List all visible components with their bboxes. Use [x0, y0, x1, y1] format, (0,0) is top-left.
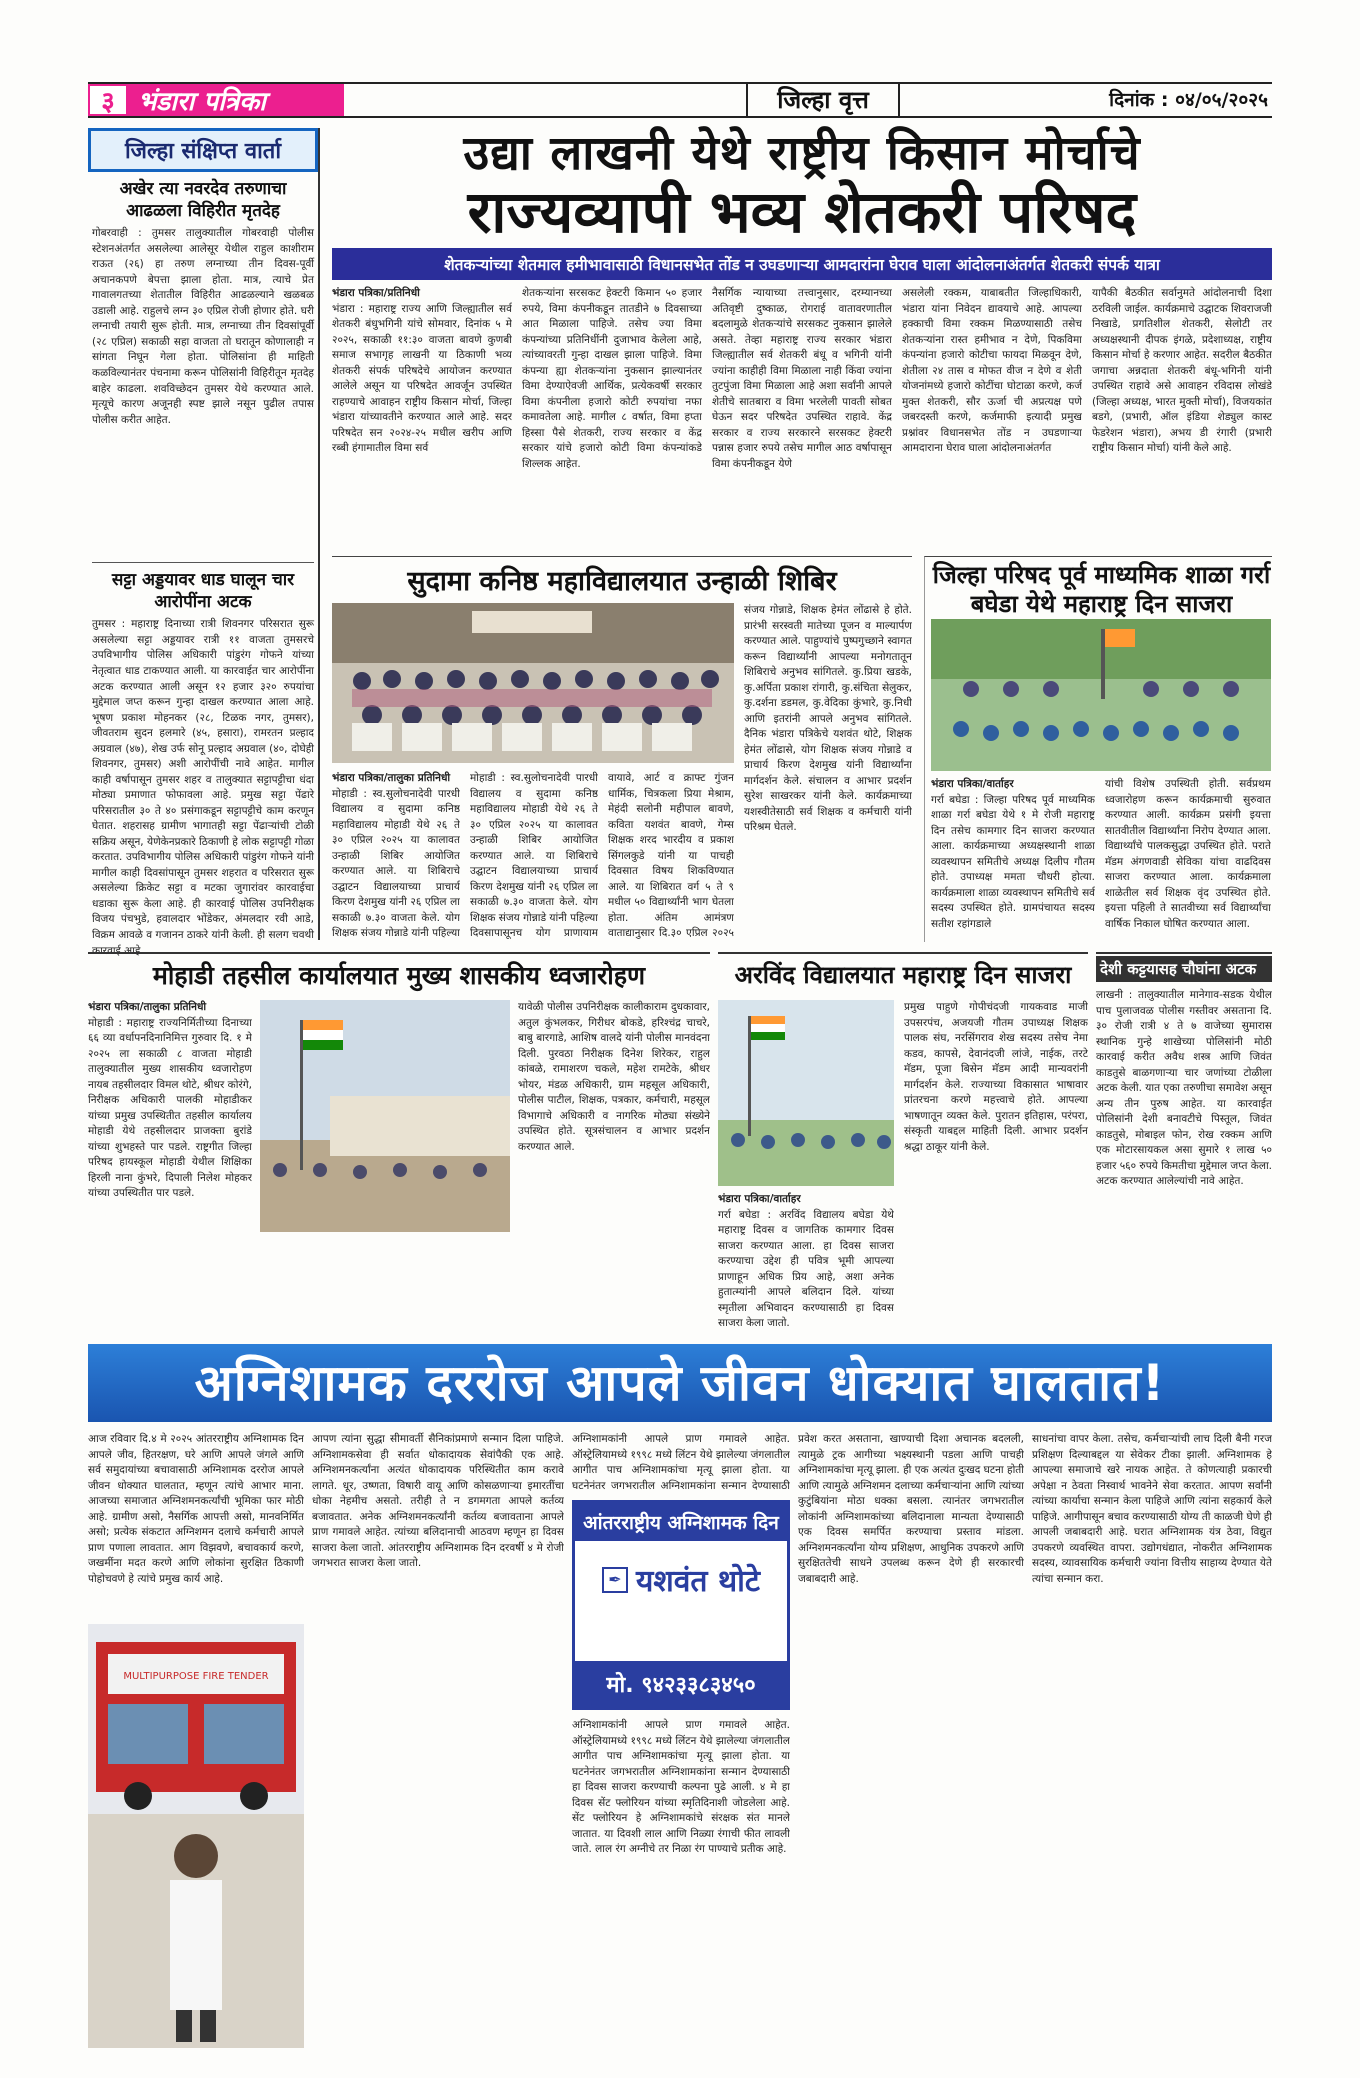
mohadi-headline: मोहाडी तहसील कार्यालयात मुख्य शासकीय ध्वजारोहण — [152, 961, 646, 990]
masthead — [88, 82, 1272, 118]
arvind-headline: अरविंद विद्यालयात महाराष्ट्र दिन साजरा — [734, 961, 1072, 989]
sudama-group-photo — [332, 603, 734, 763]
sudama-headline: सुदामा कनिष्ठ महाविद्यालयात उन्हाळी शिबिर — [407, 566, 837, 597]
arvind-col-2: प्रमुख पाहुणे गोपीचंदजी गायकवाड माजी उपसरपंच, अजयजी गौतम उपाध्यक्ष शिक्षक पालक संघ, नरसिंगराव शेख सदस्य तसेच नेमा कडव, कापसे, देवानंदजी लांजे, नाईक, तरटे मॅडम, पूजा बिसेन मॅडम आदी मान्यवरांनी मार्गदर्शन केले. राज्याच्या विकासात भाषावार प्रांतरचना करणे महत्त्वाचे होते. आपल्या भाषणातून व्यक्त केले. पुरातन इतिहास, परंपरा, संस्कृती याबद्दल माहिती दिली. आभार प्रदर्शन श्रद्धा ठाकूर यांनी केले. — [904, 1001, 1088, 1153]
zp-col-2: यांची विशेष उपस्थिती होती. सर्वप्रथम ध्वजारोहण करून कार्यक्रमाची सुरुवात करण्यात आली. कार्यक्रम प्रसंगी इयत्ता सातवीतील विद्यार्थ्यांना निरोप देण्यात आला. विद्यार्थ्यांचे पालकसुद्धा उपस्थित होते. पराते मॅडम अंगणवाडी सेविका यांचा वाढदिवस साजरा करण्यात आला. कार्यक्रमाला शाळेतील सर्व शिक्षक वृंद उपस्थित होते. इयत्ता पहिली ते सातवीच्या सर्व विद्यार्थ्यांचा वार्षिक निकाल घोषित करण्यात आला. — [1105, 778, 1271, 930]
page-number: ३ — [88, 84, 128, 116]
zp-col-1 — [931, 777, 1095, 941]
lead-byline: भंडारा पत्रिका/प्रतिनिधी — [332, 287, 420, 299]
story1-headline: अखेर त्या नवरदेव तरुणाचा आढळला विहिरीत मृतदेह — [119, 179, 287, 222]
deshi-headline: देशी कट्टयासह चौघांना अटक — [1096, 956, 1272, 982]
pen-icon: ✒ — [602, 1567, 628, 1593]
arvind-byline: भंडारा पत्रिका/वार्ताहर — [718, 1193, 801, 1205]
lead-story-header — [332, 128, 1272, 280]
mohadi-col1-text: मोहाडी : महाराष्ट्र राज्यनिर्मितीच्या दिनाच्या ६६ व्या वर्धापनदिनानिमित्त गुरुवार दि. १ मे २०२५ ला सकाळी ८ वाजता मोहाडी तालुक्यातील मुख्य शासकीय ध्वजारोहण नायब तहसीलदार विमल थोटे, श्रीधर कोरंगे, निरीक्षक अधिकारी पालकी मोहाडीकर यांच्या प्रमुख उपस्थितीत तहसील कार्यालय मोहाडी येथे तहसीलदार प्राजक्ता बुरांडे यांच्या शुभहस्ते पार पडले. राष्ट्रगीत जिल्हा परिषद हायस्कूल मोहाडी येथील शिक्षिका हिरली नाना कुंभरे, दिपाली निलेश मोहकर यांच्या उपस्थितीत पार पडले. — [88, 1016, 252, 1200]
sudama-col-3: वायावे, आर्ट व क्राफ्ट गुंजन धार्मिक, चित्रकला प्रिया मेश्राम, मेहंदी सलोनी महीपाल बावणे, कविता यशवंत बावणे, गेम्स शिक्षक शरद भारदीय व प्रकाश सिंगलकुडे यांनी या पाचही दिवसात विषय शिकविण्यात आले. या शिबिरात वर्ग ५ ते ९ मधील ५० विद्यार्थ्यांनी भाग घेतला होता. अंतिम आमंत्रण वाताद्यानुसार दि.३० एप्रिल २०२५ — [608, 772, 734, 940]
sudama-byline: भंडारा पत्रिका/तालुका प्रतिनिधी — [332, 772, 451, 784]
fire-day-banner: अग्निशामक दररोज आपले जीवन धोक्यात घालतात! — [88, 1344, 1272, 1422]
arvind-col-1 — [718, 1192, 894, 1338]
sudama-col-2: मोहाडी : स्व.सुलोचनादेवी पारधी विद्यालय व सुदामा कनिष्ठ महाविद्यालय मोहाडी येथे २६ ते ३० एप्रिल २०२५ या कालावत उन्हाळी शिबिर आयोजित करण्यात आले. या शिबिराचे उद्घाटन विद्यालयाच्या प्राचार्य किरण देशमुख यांनी २६ एप्रिल ला सकाळी ७.३० वाजता केले. योग शिक्षक संजय गोन्नाडे यांनी पहिल्या दिवसापासूनच योग प्राणायाम — [470, 772, 598, 940]
lead-headline-line1: उद्या लाखनी येथे राष्ट्रीय किसान मोर्चाचे — [463, 126, 1141, 181]
fire-col-2: आपण त्यांना सुद्धा सीमावर्ती सैनिकांप्रमाणे सन्मान दिला पाहिजे. अग्निशामकसेवा ही सर्वात धोकादायक सेवांपैकी एक आहे. अग्निशमनकर्त्यांना अत्यंत धोकादायक परिस्थितीत काम करावे लागते. धूर, उष्णता, विषारी वायू आणि कोसळणाऱ्या इमारतींचा धोका नेहमीच असतो. तरीही ते न डगमगता आपले कर्तव्य बजावतात. अनेक अग्निशमनकर्त्यांनी कर्तव्य बजावताना आपले प्राण गमावले आहेत. त्यांच्या बलिदानाची आठवण म्हणून हा दिवस साजरा केला जातो. आंतरराष्ट्रीय अग्निशामक दिन दरवर्षी ४ मे रोजी जगभरात साजरा केला जातो. — [312, 1433, 564, 1570]
fire-card-author: यशवंत थोटे — [635, 1564, 761, 1599]
lead-col-2: शेतकऱ्यांना सरसकट हेक्टरी किमान ५० हजार रुपये, विमा कंपनीकडून तातडीने ७ दिवसाच्या आत मिळाला पाहिजे. तसेच ज्या विमा कंपन्यांच्या प्रतिनिधींनी दुजाभाव केलेला आहे, त्यांच्यावरती गुन्हा दाखल झाला पाहिजे. विमा कंपन्या ह्या शेतकऱ्यांना नुकसान झाल्यानंतर विमा देण्याऐवजी आर्थिक, प्रत्येकवर्षी सरकार विमा कंपनीला हजारो कोटी रुपयांचा नफा कमावतेला आहे. मागील ८ वर्षात, विमा हप्ता हिस्सा पैसे शेतकरी, राज्य सरकार व केंद्र सरकार यांचे हजारो कोटी विमा कंपन्यांकडे शिल्लक आहेत. — [522, 287, 702, 470]
lead-col-5: यापैकी बैठकीत सर्वानुमते आंदोलनाची दिशा ठरविली जाईल. कार्यक्रमाचे उद्घाटक शिवराजजी निखाडे, प्रगतिशील शेतकरी, सेलोटी तर अध्यक्षस्थानी दीपक इंगळे, प्रदेशाध्यक्ष, राष्ट्रीय किसान मोर्चा हे करणार आहेत. सदरील बैठकीत जगाचा अन्नदाता शेतकरी बंधू-भगिनी यांनी उपस्थित राहावे असे आवाहन रविदास लोखंडे (जिल्हा अध्यक्ष, भारत मुक्ती मोर्चा), विजयकांत बडगे, (प्रभारी, ऑल इंडिया शेड्युल कास्ट फेडरेशन भंडारा), अभय डी रंगारी (प्रभारी राष्ट्रीय किसान मोर्चा) यांनी केले आहे. — [1092, 287, 1272, 455]
lead-subheadline-strip: शेतकऱ्यांच्या शेतमाल हमीभावासाठी विधानसभेत तोंड न उघडणाऱ्या आमदारांना घेराव घाला आंदोलनाअंतर्गत शेतकरी संपर्क यात्रा — [332, 248, 1272, 280]
lead-col-4: असलेली रक्कम, याबाबतीत जिल्हाधिकारी, भंडारा यांना निवेदन द्यावयाचे आहे. आपल्या हक्काची विमा रक्कम मिळण्यासाठी तसेच शेतकऱ्यांना रास्त हमीभाव न देणे, पिकविमा कंपन्यांना हजारो कोटीचा फायदा मिळवून देणे, शेतीला २४ तास व मोफत वीज न देणे व शेती योजनांमध्ये हजारो कोटींचा घोटाळा करणे, कर्ज मुक्त शेतकरी, सौर ऊर्जा ची अप्रत्यक्ष पणे जबरदस्ती करणे, कर्जमाफी इत्यादी प्रमुख प्रश्नांवर विधानसभेत तोंड न उघडणाऱ्या आमदाराना घेराव घाला आंदोलनाअंतर्गत — [902, 287, 1082, 455]
lead-col-3: नैसर्गिक न्यायाच्या तत्त्वानुसार, दरम्यानच्या अतिवृष्टी दुष्काळ, रोगराई वातावरणातील बदलामुळे शेतकऱ्यांचे सरसकट नुकसान झालेले असते. तेव्हा महाराष्ट्र राज्य सरकार भंडारा जिल्ह्यातील सर्व शेतकरी बंधू व भगिनी यांनी ज्यांना काहीही विमा मिळाला नाही किंवा ज्यांना तुटपुंजा विमा मिळाला आहे अशा सर्वांनी आपले शेतीचे सातबारा व विमा भरलेली पावती सोबत घेऊन सदर परिषदेत उपस्थित राहावे. केंद्र सरकार व राज्य सरकारने सरसकट हेक्टरी पन्नास हजार रुपये तसेच मागील आठ वर्षापासून विमा कंपनीकडून येणे — [712, 287, 892, 470]
zp-col1-text: गर्रा बघेडा : जिल्हा परिषद पूर्व माध्यमिक शाळा गर्रा बघेडा येथे १ मे रोजी महाराष्ट्र दिन तसेच कामगार दिन साजरा करण्यात आला. कार्यक्रमाच्या अध्यक्षस्थानी शाळा व्यवस्थापन समितीचे अध्यक्ष दिलीप गौतम होते. उपाध्यक्ष ममता चौधरी होत्या. कार्यक्रमाला शाळा व्यवस्थापन समितीचे सर्व सदस्य उपस्थित होते. ग्रामपंचायत सदस्य सतीश रहांगडाले — [931, 793, 1095, 930]
mohadi-col-2: यावेळी पोलीस उपनिरीक्षक कालीकाराम दुधकावार, अतुल कुंभलकर, गिरीधर बोकडे, हरिश्चंद्र चाचरे, बाबु बारगाडे, आशिष वालदे यांनी पोलीस मानवंदना दिली. पुरवठा निरीक्षक दिनेश शिरेकर, राहुल कांबळे, रामाशरण चकले, महेश रामटेके, श्रीधर भोयर, मंडळ अधिकारी, ग्राम महसूल अधिकारी, पोलीस पाटील, शिक्षक, पत्रकार, कर्मचारी, महसूल विभागाचे अधिकारी व नागरिक मोठ्या संख्येने उपस्थित होते. सूत्रसंचालन व आभार प्रदर्शन करण्यात आले. — [518, 1001, 710, 1153]
sudama-col-4: संजय गोन्नाडे, शिक्षक हेमंत लोंढासे हे होते. प्रारंभी सरस्वती मातेच्या पूजन व माल्यार्पण करण्यात आले. पाहुण्यांचे पुष्पगुच्छाने स्वागत करून विद्यार्थ्यांनी आपल्या मनोगतातून शिबिराचे अनुभव सांगितले. कु.प्रिया खडके, कु.अर्पिता प्रकाश रांगारी, कु.संचिता सेलुकर, कु.दर्शना डडमल, कु.वेदिका कुंभारे, कु.निधी आणि इतरांनी आपले अनुभव सांगितले. दैनिक भंडारा पत्रिकेचे यशवंत थोटे, शिक्षक हेमंत लोंढासे, योग शिक्षक संजय गोन्नाडे व प्राचार्य किरण देशमुख यांनी विद्यार्थ्यांना मार्गदर्शन केले. संचालन व आभार प्रदर्शन सुरेश साखरकर यांनी केले. कार्यक्रमाच्या यशस्वीतेसाठी सर्व शिक्षक व कर्मचारी यांनी परिश्रम घेतले. — [744, 604, 912, 834]
lead-story-body — [332, 286, 1272, 556]
fire-col-5: साधनांचा वापर केला. तसेच, कर्मचाऱ्यांची लाच दिली बैनी गरज प्रशिक्षण दिल्याबद्दल या सेवेकर टीका झाली. अग्निशामक हे आपल्या समाजाचे खरे नायक आहेत. ते कोणत्याही प्रकारची अपेक्षा न ठेवता निस्वार्थ भावनेने सेवा करतात. आपण सर्वांनी त्यांच्या कार्याचा सन्मान केला पाहिजे आणि त्यांना सहकार्य केले पाहिजे. आगीपासून बचाव करण्यासाठी योग्य ती काळजी घेणे ही आपली जबाबदारी आहे. घरात अग्निशामक यंत्र ठेवा, विद्युत उपकरणे व्यवस्थित वापरा. उद्योगधंद्यात, नोकरीत अग्निशामक सदस्य, व्यावसायिक कर्मचारी ज्यांना वित्तीय साहाय्य देण्यात येते त्यांचा सन्मान करा. — [1032, 1433, 1272, 1585]
mohadi-flag-photo — [260, 1000, 510, 1232]
arvind-school-article — [718, 952, 1088, 1340]
fire-truck-label: MULTIPURPOSE FIRE TENDER — [123, 1671, 269, 1682]
zp-byline: भंडारा पत्रिका/वार्ताहर — [931, 778, 1014, 790]
mohadi-col-1 — [88, 1000, 252, 1338]
story2-body: तुमसर : महाराष्ट्र दिनाच्या रात्री शिवनगर परिसरात सुरू असलेल्या सट्टा अड्डयावर रात्री ११ वाजता तुमसरचे उपविभागीय पोलिस अधिकारी पांडुरंग गोफने यांच्या नेतृत्वात धाड टाकण्यात आली. या कारवाईत चार आरोपींना अटक करण्यात आली असून १२ हजार ३२० रुपयांचा मुद्देमाल जप्त करून गुन्हा दाखल करण्यात आला आहे. भूषण प्रकाश मोहनकर (२८, टिळक नगर, तुमसर), जीवतराम सुदन हलमारे (४५, हसारा), रामरतन प्रल्हाद अग्रवाल (४७), शेख उर्फ सोनू प्रल्हाद अग्रवाल (४०, दोघेही शिवनगर, तुमसर) अशी आरोपींची नावे आहेत. मागील काही वर्षापासून तुमसर शहर व तालुक्यात सट्टापट्टीचा धंदा मोठ्या प्रमाणात फोफावला आहे. प्रमुख सट्टा पेंढारे परिसरातील ३० ते ४० प्रसंगाकडून सट्टापट्टीचे काम करणून घेतात. शहरासह ग्रामीण भागातही सट्टा पेंढाऱ्यांची टोळी सक्रिय असून, येणेकेनप्रकारे ठिकाणी हे लोक सट्टापट्टी गोळा करतात. उपविभागीय पोलिस अधिकारी पांडुरंग गोफने यांनी मागील काही दिवसांपासून तुमसर शहरात व परिसरात सुरू असलेल्या क्रिकेट सट्टा व मटका जुगारांवर कारवाईचा धडाका सुरू केला आहे. ही कारवाई पोलिस उपनिरीक्षक विजय पंचभुडे, हवालदार भोंडेकर, अंमलदार रवी आडे, विक्रम आवळे व गजानन ठाकरे यांनी केली. ही सलग चवथी कारवाई आहे. — [92, 618, 314, 957]
zp-school-photo — [931, 619, 1271, 771]
fire-card-name-row — [575, 1541, 787, 1616]
story1-body: गोबरवाही : तुमसर तालुक्यातील गोबरवाही पोलीस स्टेशनअंतर्गत असलेल्या आलेसूर येथील राहुल काशीराम राऊत (२६) हा तरुण लग्नाच्या तीन दिवस-पूर्वी अचानकपणे बेपत्ता झाला होता. मात्र, त्याचे प्रेत गावालगतच्या शेतातील विहिरीत आढळल्याने खळबळ उडाली आहे. राहुलचे लग्न ३० एप्रिल रोजी होणार होते. घरी लग्नाची तयारी सुरू होती. मात्र, लग्नाच्या तीन दिवसांपूर्वी (२८ एप्रिल) सकाळी सहा वाजता तो घरातून कोणालाही न सांगता निघून गेला होता. पोलिसांना ही माहिती कळविल्यानंतर पंचनामा करून पोलिसांनी विहिरीतून मृतदेह बाहेर काढला. शवविच्छेदन तुमसर येथे करण्यात आले. मृत्यूचे कारण अजूनही स्पष्ट झाले नसून पुढील तपास पोलीस करीत आहेत. — [92, 227, 314, 426]
mohadi-byline: भंडारा पत्रिका/तालुका प्रतिनिधी — [88, 1001, 207, 1013]
mohadi-flag-article — [88, 952, 710, 1340]
fire-col-4: प्रवेश करत असताना, खाण्याची दिशा अचानक बदलली, त्यामुळे ट्रक आगीच्या भक्ष्यस्थानी पडला आणि पाचही अग्निशामकांचा मृत्यू झाला. ही एक अत्यंत दुःखद घटना होती आणि त्यामुळे अग्निशमन दलाच्या कर्मचाऱ्यांना आणि त्यांच्या कुटुंबियांना मोठा धक्का बसला. त्यानंतर जगभरातील लोकांनी अग्निशामकांच्या बलिदानाला मान्यता देण्यासाठी एक दिवस समर्पित करण्याचा प्रस्ताव मांडला. अग्निशमनकर्त्यांना योग्य प्रशिक्षण, आधुनिक उपकरणे आणि सुरक्षिततेची साधने उपलब्ध करून देणे ही सरकारची जबाबदारी आहे. — [798, 1433, 1024, 1585]
zp-headline: जिल्हा परिषद पूर्व माध्यमिक शाळा गर्रा बघेडा येथे महाराष्ट्र दिन साजरा — [932, 561, 1271, 618]
deshi-body: लाखनी : तालुक्यातील मानेगाव-सडक येथील पाच पुलाजवळ पोलीस गस्तीवर असताना दि. ३० रोजी रात्री ४ ते ७ वाजेच्या सुमारास स्थानिक गुन्हे शाखेच्या पोलिसांनी मोठी कारवाई करीत अवैध शस्त्र आणि जिवंत काडतुसे बाळगणाऱ्या चार जणांच्या टोळीला अटक केली. यात एका तरुणीचा समावेश असून अन्य तीन पुरुष आहेत. या कारवाईत पोलिसांनी देशी बनावटीचे पिस्तूल, जिवंत काडतुसे, मोबाइल फोन, रोख रक्कम आणि एक मोटारसायकल असा सुमारे १ लाख ५० हजार ५६० रुपये किमतीचा मुद्देमाल जप्त केला. अटक करण्यात आलेल्यांची नावे आहेत. — [1096, 989, 1272, 1188]
section-title: जिल्हा वृत्त — [746, 84, 900, 116]
deshi-arrest-article — [1096, 952, 1272, 1340]
zp-school-article — [924, 556, 1272, 942]
story2-headline: सट्टा अड्डयावर धाड घालून चार आरोपींना अटक — [111, 570, 295, 613]
lead-headline-line2: राज्यव्यापी भव्य शेतकरी परिषद — [467, 177, 1137, 246]
fire-card-phone: मो. ९४२३३८३४५० — [575, 1661, 787, 1707]
fire-col-3-top: अग्निशामकांनी आपले प्राण गमावले आहेत. ऑस्ट्रेलियामध्ये १९९८ मध्ये लिंटन येथे झालेल्या जंगलातील आगीत पाच अग्निशामकांचा मृत्यू झाला होता. या घटनेनंतर जगभरातील अग्निशामकांना सन्मान देण्यासाठी — [572, 1433, 790, 1492]
arvind-flag-photo — [718, 1000, 894, 1186]
fire-author-card — [572, 1500, 790, 1710]
district-brief-column — [88, 128, 320, 957]
sudama-camp-article — [332, 556, 912, 942]
paper-name: भंडारा पत्रिका — [138, 87, 266, 117]
district-brief-title: जिल्हा संक्षिप्त वार्ता — [88, 128, 318, 172]
fire-card-title: आंतरराष्ट्रीय अग्निशामक दिन — [575, 1503, 787, 1541]
sudama-col1-text: मोहाडी : स्व.सुलोचनादेवी पारधी विद्यालय व सुदामा कनिष्ठ महाविद्यालय मोहाडी येथे २६ ते ३० एप्रिल २०२५ या कालावत उन्हाळी शिबिर आयोजित करण्यात आले. या शिबिराचे उद्घाटन विद्यालयाच्या प्राचार्य किरण देशमुख यांनी २६ एप्रिल ला सकाळी ७.३० वाजता केले. योग शिक्षक संजय गोन्नाडे यांनी पहिल्या — [332, 787, 460, 940]
sudama-col-1 — [332, 771, 460, 941]
lead-col-1 — [332, 286, 512, 556]
fire-col-3-bottom: अग्निशामकांनी आपले प्राण गमावले आहेत. ऑस्ट्रेलियामध्ये १९९८ मध्ये लिंटन येथे झालेल्या जंगलातील आगीत पाच अग्निशामकांचा मृत्यू झाला होता. या घटनेनंतर जगभरातील अग्निशामकांना सन्मान देण्यासाठी हा दिवस साजरा करण्याची कल्पना पुढे आली. ४ मे हा दिवस सेंट फ्लोरियन यांच्या स्मृतिदिनाशी जोडलेला आहे. सेंट फ्लोरियन हे अग्निशामकांचे संरक्षक संत मानले जातात. या दिवशी लाल आणि निळ्या रंगाची फीत लावली जाते. लाल रंग अग्नीचे तर निळा रंग पाण्याचे प्रतीक आहे. — [572, 1719, 790, 1856]
fire-truck-photo — [88, 1624, 304, 2048]
masthead-brand — [88, 84, 344, 116]
issue-date: दिनांक : ०४/०५/२०२५ — [1109, 89, 1268, 111]
arvind-col1-text: गर्रा बघेडा : अरविंद विद्यालय बघेडा येथे महाराष्ट्र दिवस व जागतिक कामगार दिवस साजरा करण्यात आला. हा दिवस साजरा करण्याचा उद्देश ही पवित्र भूमी आपल्या प्राणाहून अधिक प्रिय आहे, अशा अनेक हुतात्म्यांनी आपले बलिदान दिले. यांच्या स्मृतीला अभिवादन करण्यासाठी हा दिवस साजरा केला जातो. — [718, 1208, 894, 1330]
fire-col-1-top: आज रविवार दि.४ मे २०२५ आंतरराष्ट्रीय अग्निशामक दिन आपले जीव, हितरक्षण, घरे आणि आपले जंगले आणि सर्व समुदायांच्या बचावासाठी अग्निशामक दररोज आपले जीवन धोक्यात घालतात, म्हणून त्यांचे आभार माना. आजच्या समाजात अग्निशमनकर्त्यांची भूमिका फार मोठी आहे. ग्रामीण असो, नैसर्गिक आपत्ती असो, मानवनिर्मित असो; प्रत्येक संकटात अग्निशमन दलाचे कर्मचारी आपले प्राण पणाला लावतात. आग विझवणे, बचावकार्य करणे, जखमींना मदत करणे आणि लोकांना सुरक्षित ठिकाणी पोहोचवणे हे त्यांचे प्रमुख कार्य आहे. — [88, 1433, 304, 1585]
lead-col1-text: भंडारा : महाराष्ट्र राज्य आणि जिल्ह्यातील सर्व शेतकरी बंधुभगिनी यांचे सोमवार, दिनांक ५ मे २०२५, सकाळी ११:३० वाजता बावणे कुणबी समाज सभागृह लाखनी या ठिकाणी भव्य शेतकरी संपर्क परिषदेचे आयोजन करण्यात आलेले असून या परिषदेत आवर्जून उपस्थित राहण्याचे आवाहन राष्ट्रीय किसान मोर्चा, जिल्हा भंडारा यांच्यावतीने करण्यात आले आहे. सदर परिषदेत सन २०२४-२५ मधील खरीप आणि रब्बी हंगामातील विमा सर्व — [332, 302, 512, 455]
